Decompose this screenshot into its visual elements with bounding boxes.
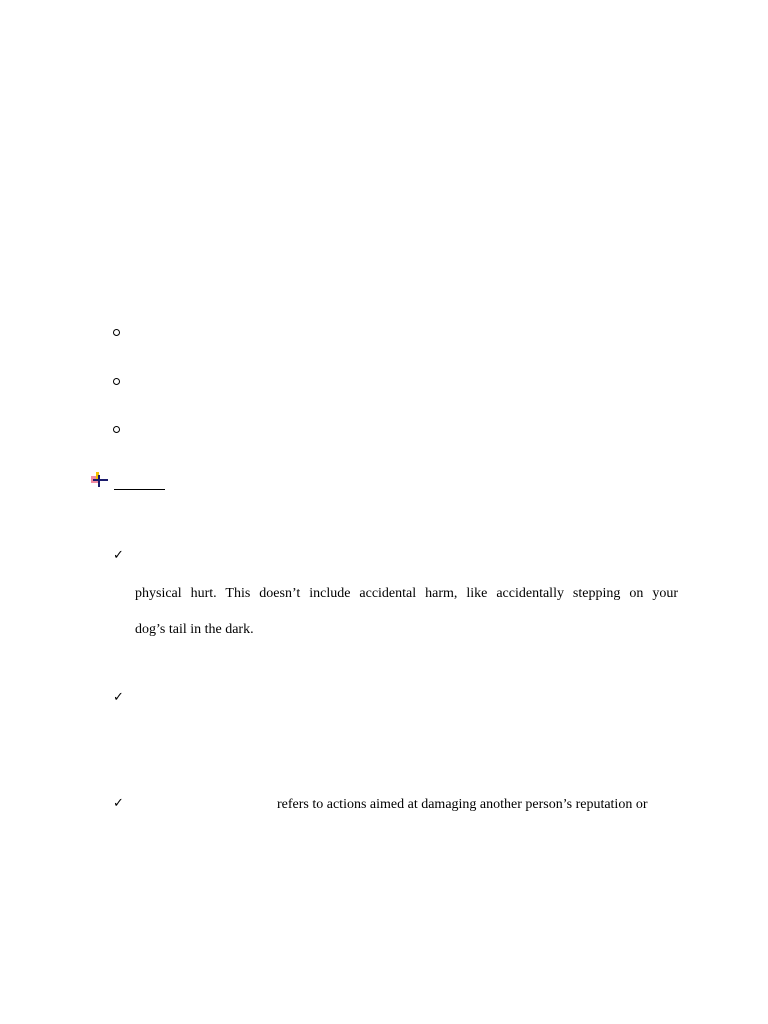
- circle-bullet: [113, 329, 120, 336]
- section-heading-underline: [114, 489, 165, 490]
- circle-bullet: [113, 378, 120, 385]
- check-bullet-icon: ✓: [113, 796, 124, 811]
- circle-bullet: [113, 426, 120, 433]
- check-bullet-icon: ✓: [113, 548, 124, 563]
- list-item-text: refers to actions aimed at damaging another person’s reputation or: [277, 797, 648, 812]
- list-item-text: dog’s tail in the dark.: [135, 622, 254, 637]
- list-item-text: physical hurt. This doesn’t include accidental harm, like accidentally stepping on your: [135, 586, 678, 601]
- check-bullet-icon: ✓: [113, 690, 124, 705]
- section-bullet-icon: [89, 469, 109, 489]
